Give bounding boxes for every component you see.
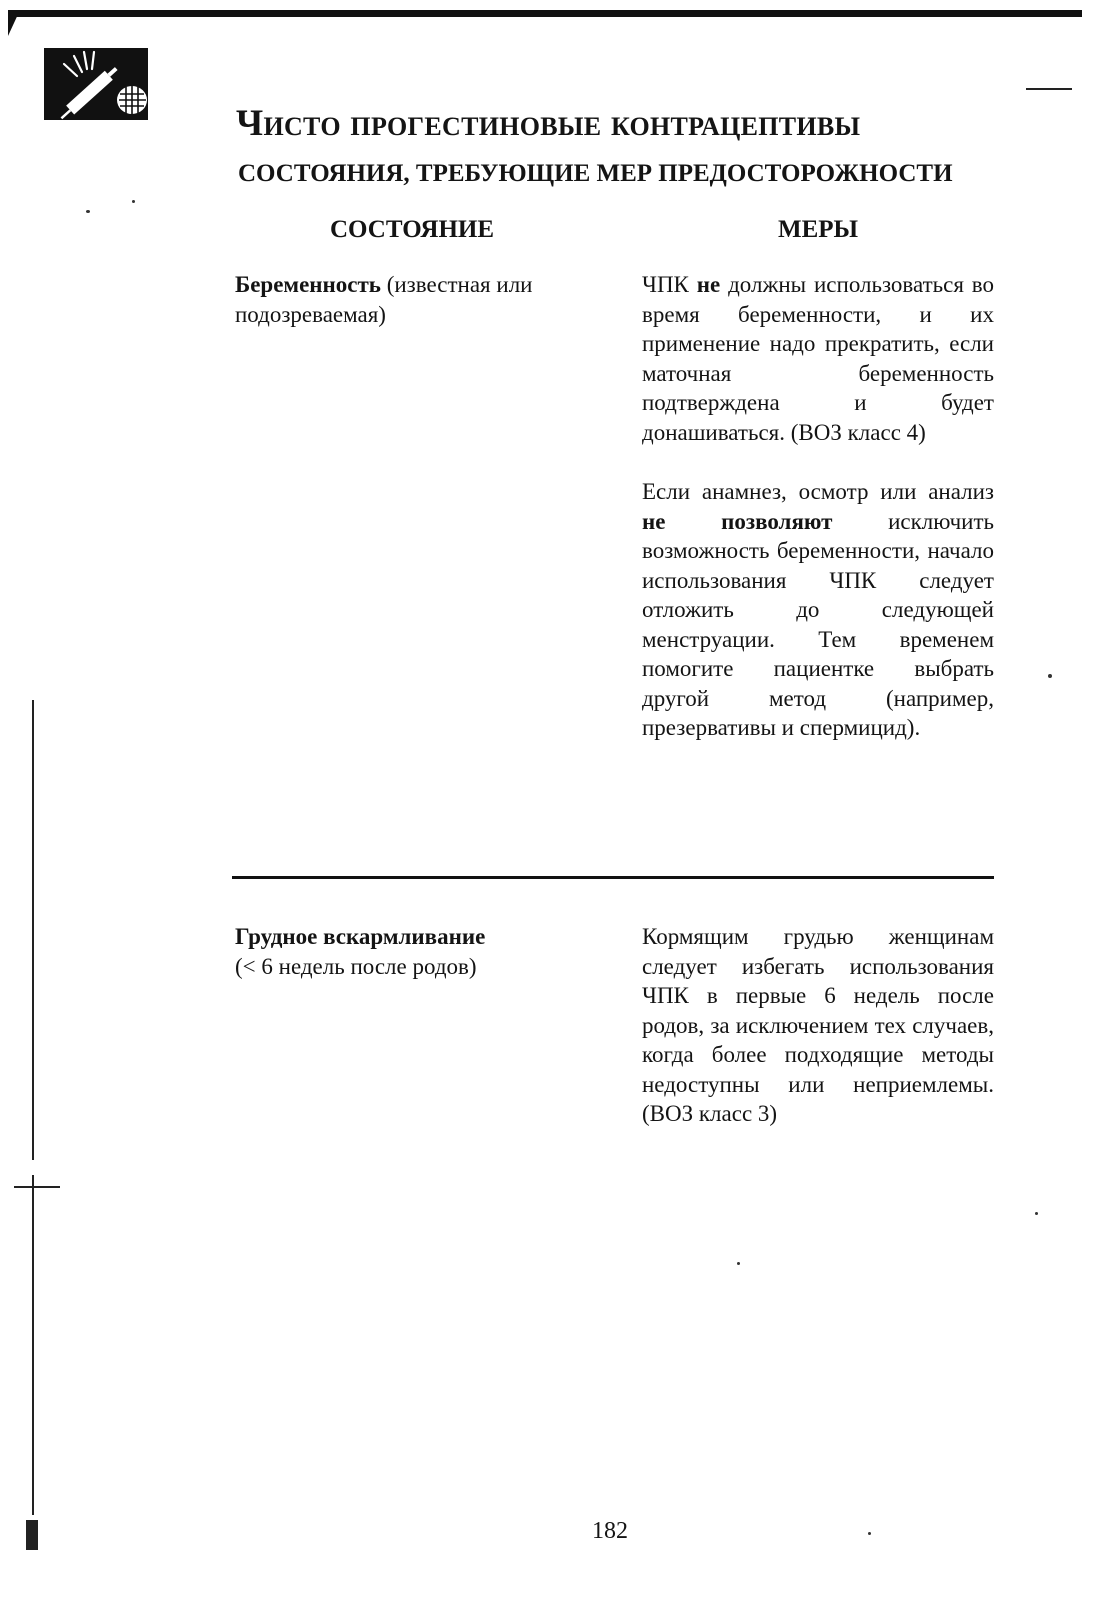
injection-syringe-icon	[44, 48, 148, 120]
measures-pregnancy-paragraph-2	[642, 477, 994, 743]
margin-binding-block	[26, 1520, 38, 1550]
condition-breastfeeding-detail: (< 6 недель после родов)	[235, 953, 477, 979]
condition-pregnancy	[235, 270, 610, 329]
measures-text: исключить возможность беременности, начало использования ЧПК следует отложить до следующей менструации. Тем временем помогите пациентке выбрать другой метод (например, презервативы и спермицид).	[642, 508, 994, 740]
margin-tick-mark	[14, 1186, 60, 1188]
row-divider	[232, 876, 994, 879]
page-number: 182	[592, 1518, 628, 1544]
measures-text: должны использоваться во время беременности, и их применение надо прекратить, если маточная беременность подтверждена и будет донашиваться. (ВОЗ класс 4)	[642, 272, 994, 445]
scan-speck	[737, 1262, 740, 1265]
top-rule-corner	[8, 10, 20, 36]
measures-text: ЧПК	[642, 272, 697, 297]
margin-binding-line	[32, 1175, 34, 1515]
measures-pregnancy-paragraph-1	[642, 270, 994, 447]
page-subtitle: СОСТОЯНИЯ, ТРЕБУЮЩИЕ МЕР ПРЕДОСТОРОЖНОСТИ	[238, 160, 953, 187]
scan-speck	[1035, 1212, 1038, 1215]
top-rule	[8, 10, 1082, 17]
measures-emphasis: не позволяют	[642, 508, 833, 534]
condition-pregnancy-detail: (известная или подозреваемая)	[235, 272, 533, 327]
measures-breastfeeding-paragraph: Кормящим грудью женщинам следует избегать использования ЧПК в первые 6 недель после родов, за исключением тех случаев, когда более подходящие методы недоступны или неприемлемы.(ВОЗ класс 3)	[642, 924, 994, 1126]
scan-speck	[86, 210, 90, 213]
condition-breastfeeding-name: Грудное вскармливание	[235, 924, 486, 949]
margin-dash-mark	[1026, 88, 1072, 90]
scan-speck	[132, 200, 135, 203]
scan-speck	[1048, 674, 1052, 678]
measures-pregnancy	[642, 270, 994, 743]
condition-breastfeeding	[235, 922, 610, 981]
measures-emphasis: не	[696, 272, 721, 297]
column-header-condition: СОСТОЯНИЕ	[330, 216, 495, 243]
scan-speck	[868, 1532, 871, 1535]
column-header-measures: МЕРЫ	[778, 216, 859, 243]
condition-pregnancy-name: Беременность	[235, 272, 381, 297]
page-title: Чисто прогестиновые контрацептивы	[236, 103, 861, 144]
margin-binding-line	[32, 700, 34, 1160]
measures-breastfeeding	[642, 922, 994, 1129]
measures-text: Если анамнез, осмотр или анализ	[642, 479, 994, 504]
